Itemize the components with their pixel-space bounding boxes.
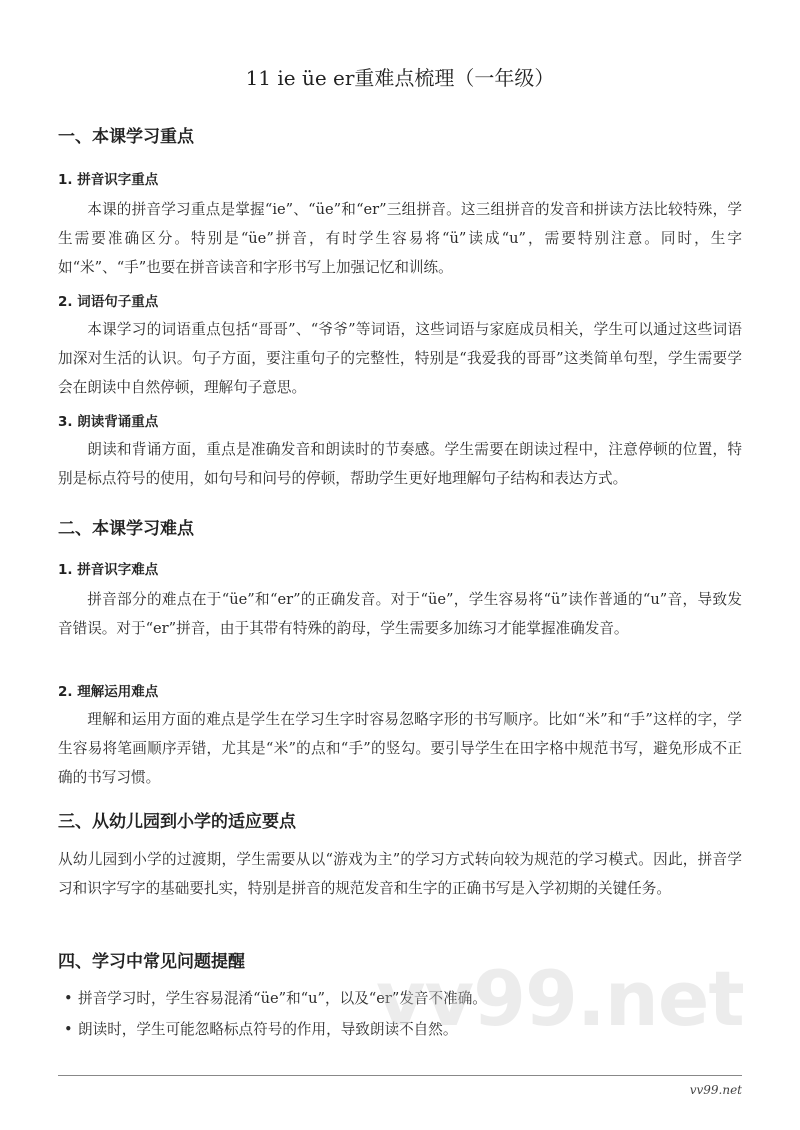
- bullet-item: • 朗读时，学生可能忽略标点符号的作用，导致朗读不自然。: [78, 1014, 762, 1045]
- paragraph: 本课学习的词语重点包括“哥哥”、“爷爷”等词语，这些词语与家庭成员相关，学生可以通过这些词语加深对生活的认识。句子方面，要注重句子的完整性，特别是“我爱我的哥哥”这类简单句型，学生需要学会在朗读中自然停顿，理解句子意思。: [58, 321, 742, 396]
- paragraph: 朗读和背诵方面，重点是准确发音和朗读时的节奏感。学生需要在朗读过程中，注意停顿的位置，特别是标点符号的使用，如句号和问号的停顿，帮助学生更好地理解句子结构和表达方式。: [58, 441, 742, 487]
- bullet-list: [58, 983, 762, 1045]
- subsection-heading: 1. 拼音识字重点: [58, 172, 159, 188]
- section-heading: 一、本课学习重点: [58, 127, 194, 147]
- section-heading: 二、本课学习难点: [58, 519, 194, 539]
- subsection-heading: 1. 拼音识字难点: [58, 562, 159, 578]
- section-heading: 四、学习中常见问题提醒: [58, 952, 245, 972]
- footer-site: vv99.net: [689, 1083, 742, 1097]
- subsection-heading: 2. 理解运用难点: [58, 684, 159, 700]
- subsection-heading: 3. 朗读背诵重点: [58, 414, 159, 430]
- paragraph: 本课的拼音学习重点是掌握“ie”、“üe”和“er”三组拼音。这三组拼音的发音和拼读方法比较特殊，学生需要准确区分。特别是“üe”拼音，有时学生容易将“ü”读成“u”，需要特别注意。同时，生字如“米”、“手”也要在拼音读音和字形书写上加强记忆和训练。: [58, 201, 742, 276]
- document-title: 11 ie üe er重难点梳理（一年级）: [245, 66, 555, 90]
- watermark: vv99.net: [376, 954, 744, 1043]
- paragraph: 理解和运用方面的难点是学生在学习生字时容易忽略字形的书写顺序。比如“米”和“手”这样的字，学生容易将笔画顺序弄错，尤其是“米”的点和“手”的竖勾。要引导学生在田字格中规范书写，避免形成不正确的书写习惯。: [58, 711, 742, 786]
- paragraph: 从幼儿园到小学的过渡期，学生需要从以“游戏为主”的学习方式转向较为规范的学习模式。因此，拼音学习和识字写字的基础要扎实，特别是拼音的规范发音和生字的正确书写是入学初期的关键任务。: [58, 851, 742, 897]
- paragraph: 拼音部分的难点在于“üe”和“er”的正确发音。对于“üe”，学生容易将“ü”读作普通的“u”音，导致发音错误。对于“er”拼音，由于其带有特殊的韵母，学生需要多加练习才能掌握准确发音。: [58, 591, 742, 637]
- section-heading: 三、从幼儿园到小学的适应要点: [58, 812, 296, 832]
- bullet-item: • 拼音学习时，学生容易混淆“üe”和“u”，以及“er”发音不准确。: [78, 983, 762, 1014]
- subsection-heading: 2. 词语句子重点: [58, 294, 159, 310]
- footer-divider: [58, 1075, 742, 1076]
